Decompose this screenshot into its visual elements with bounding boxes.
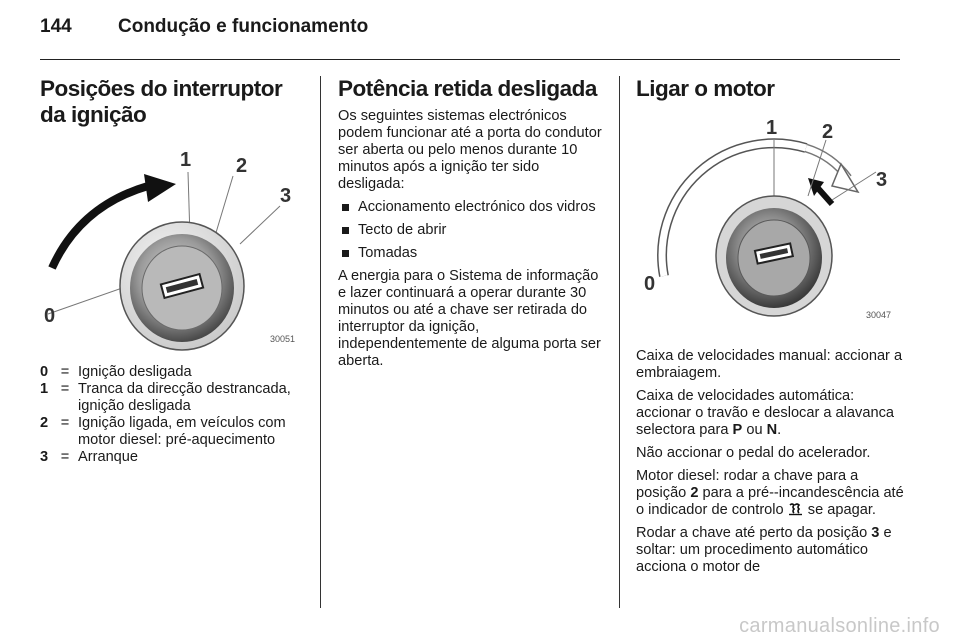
legend-eq: = bbox=[60, 449, 70, 465]
legend-text: Ignição ligada, em veículos com motor diesel: pré-aquecimento bbox=[78, 415, 286, 448]
column-divider-1 bbox=[320, 76, 321, 608]
column-ignition-positions bbox=[40, 76, 305, 466]
glow-plug-icon bbox=[788, 502, 804, 516]
page-number: 144 bbox=[40, 16, 72, 37]
figure-start-engine bbox=[636, 106, 906, 330]
gear-p: P bbox=[732, 422, 743, 438]
legend-text: Tranca da direcção destrancada, ignição desligada bbox=[78, 381, 291, 414]
text-segment: ou bbox=[742, 422, 767, 438]
start-engine-illustration bbox=[636, 106, 901, 330]
figure-code: 30051 bbox=[270, 334, 296, 344]
retained-power-list bbox=[338, 199, 608, 262]
legend-row bbox=[40, 449, 305, 466]
text-segment: Caixa de velocidades automática: accionar o travão e deslocar a alavanca selectora para bbox=[636, 388, 894, 438]
text-segment: Rodar a chave até perto da posição bbox=[636, 525, 872, 541]
legend-text: Arranque bbox=[78, 449, 139, 465]
retained-power-outro: A energia para o Sistema de informação e lazer continuará a operar durante 30 minutos ou até a chave ser retirada do interruptor da ignição, independentemente de alguma porta ser aberta. bbox=[338, 268, 601, 369]
chapter-title: Condução e funcionamento bbox=[118, 16, 369, 37]
gear-n: N bbox=[766, 422, 778, 438]
paragraph-accelerator: Não accionar o pedal do acelerador. bbox=[636, 445, 871, 461]
section-title-start-engine: Ligar o motor bbox=[636, 76, 775, 101]
legend-row bbox=[40, 415, 305, 449]
header-rule bbox=[40, 59, 900, 60]
section-title-retained-power: Potência retida desligada bbox=[338, 76, 597, 101]
list-item: Tecto de abrir bbox=[338, 222, 608, 239]
legend-key: 1 bbox=[40, 381, 49, 397]
section-title-ignition-positions: Posições do interruptor da ignição bbox=[40, 76, 283, 127]
paragraph-start bbox=[636, 525, 906, 576]
column-divider-2 bbox=[619, 76, 620, 608]
legend-text: Ignição desligada bbox=[78, 364, 192, 380]
text-segment: para a pré--incandescência até o indicador de controlo bbox=[636, 485, 904, 518]
start-engine-text bbox=[636, 348, 906, 576]
paragraph-automatic-gearbox bbox=[636, 388, 906, 439]
position-2: 2 bbox=[690, 485, 699, 501]
legend-eq: = bbox=[60, 381, 70, 397]
figure-label-2: 2 bbox=[236, 155, 248, 177]
ignition-positions-legend bbox=[40, 364, 305, 466]
figure-label-1: 1 bbox=[180, 149, 192, 171]
text-segment: se apagar. bbox=[803, 502, 876, 518]
watermark: carmanualsonline.info bbox=[739, 615, 940, 637]
figure-label-1: 1 bbox=[766, 117, 778, 139]
figure-code: 30047 bbox=[866, 310, 892, 320]
position-3: 3 bbox=[871, 525, 880, 541]
legend-eq: = bbox=[60, 415, 70, 431]
retained-power-intro: Os seguintes sistemas electrónicos podem funcionar até a porta do condutor ser aberta ou pelo menos durante 10 minutos após a ignição ter sido desligada: bbox=[338, 108, 602, 192]
figure-label-2: 2 bbox=[822, 121, 834, 143]
paragraph-manual-gearbox: Caixa de velocidades manual: accionar a embraiagem. bbox=[636, 348, 903, 381]
legend-row bbox=[40, 364, 305, 381]
column-retained-power bbox=[338, 76, 608, 376]
legend-key: 3 bbox=[40, 449, 49, 465]
list-item: Accionamento electrónico dos vidros bbox=[338, 199, 608, 216]
figure-label-0: 0 bbox=[44, 305, 56, 327]
page-header bbox=[40, 16, 920, 46]
legend-eq: = bbox=[60, 364, 70, 380]
list-item: Tomadas bbox=[338, 245, 608, 262]
legend-key: 0 bbox=[40, 364, 49, 380]
text-segment: Motor diesel: rodar a chave para a posição bbox=[636, 468, 859, 501]
figure-label-0: 0 bbox=[644, 273, 656, 295]
figure-ignition-switch bbox=[40, 136, 305, 356]
text-segment: . bbox=[777, 422, 782, 438]
column-start-engine bbox=[636, 76, 906, 582]
figure-label-3: 3 bbox=[280, 185, 292, 207]
legend-key: 2 bbox=[40, 415, 49, 431]
figure-label-3: 3 bbox=[876, 169, 888, 191]
ignition-switch-illustration bbox=[40, 136, 305, 356]
text-segment: e soltar: um procedimento automático acciona o motor de bbox=[636, 525, 892, 575]
legend-row bbox=[40, 381, 305, 415]
paragraph-diesel bbox=[636, 468, 906, 519]
